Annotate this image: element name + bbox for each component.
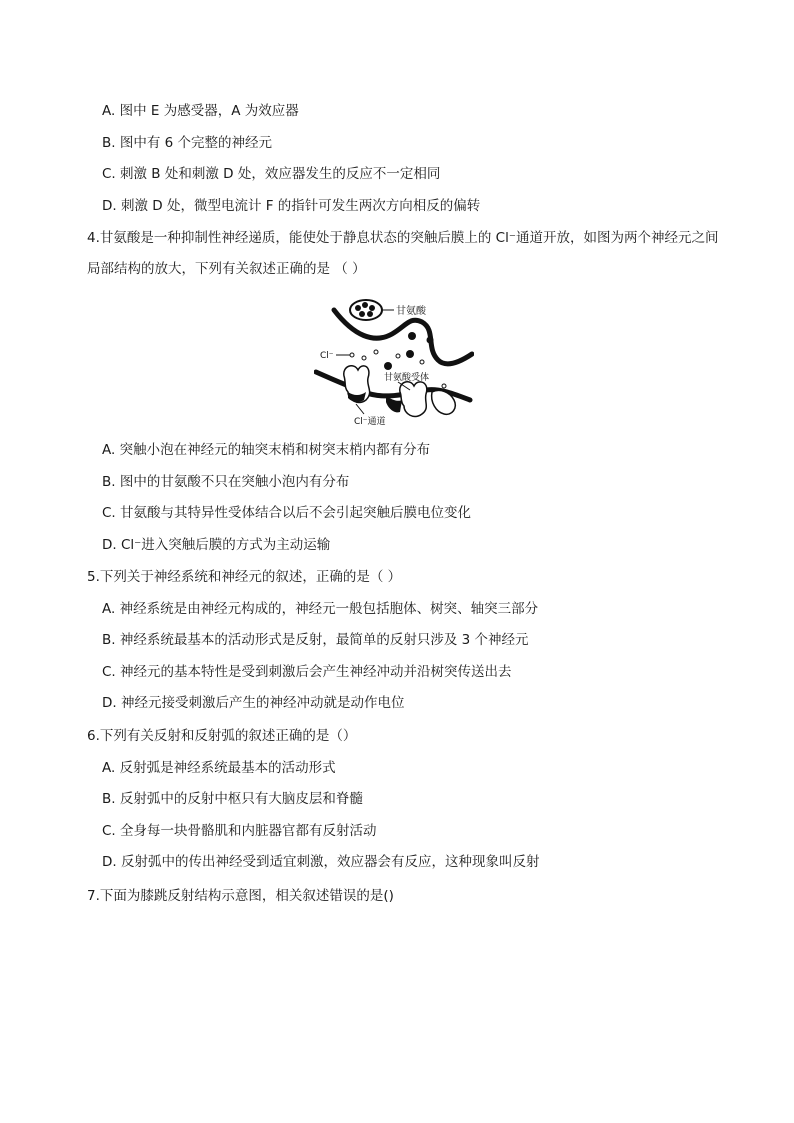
receptor-channel-right (400, 382, 427, 417)
label-channel: Cl⁻通道 (354, 417, 386, 427)
label-glycine: 甘氨酸 (396, 306, 426, 317)
q3-option-d: D. 刺激 D 处，微型电流计 F 的指针可发生两次方向相反的偏转 (102, 198, 481, 214)
q4-option-d: D. Cl⁻进入突触后膜的方式为主动运输 (102, 537, 331, 553)
q4-stem-line2: 局部结构的放大，下列有关叙述正确的是 （ ） (87, 261, 366, 277)
q4-option-c: C. 甘氨酸与其特异性受体结合以后不会引起突触后膜电位变化 (102, 505, 472, 521)
q5-option-b: B. 神经系统最基本的活动形式是反射，最简单的反射只涉及 3 个神经元 (102, 632, 529, 648)
q3-option-b: B. 图中有 6 个完整的神经元 (102, 135, 273, 151)
q6-option-c: C. 全身每一块骨骼肌和内脏器官都有反射活动 (102, 823, 377, 839)
q6-stem: 6.下列有关反射和反射弧的叙述正确的是（） (87, 728, 357, 744)
synapse-figure (314, 296, 474, 430)
q5-option-c: C. 神经元的基本特性是受到刺激后会产生神经冲动并沿树突传送出去 (102, 664, 512, 680)
q5-option-a: A. 神经系统是由神经元构成的，神经元一般包括胞体、树突、轴突三部分 (102, 601, 539, 617)
q7-stem: 7.下面为膝跳反射结构示意图，相关叙述错误的是() (87, 888, 394, 904)
label-cl: Cl⁻ (320, 351, 334, 361)
q6-option-b: B. 反射弧中的反射中枢只有大脑皮层和脊髓 (102, 791, 363, 807)
q6-option-d: D. 反射弧中的传出神经受到适宜刺激，效应器会有反应，这种现象叫反射 (102, 854, 540, 870)
q5-option-d: D. 神经元接受刺激后产生的神经冲动就是动作电位 (102, 695, 405, 711)
q4-stem-line1: 4.甘氨酸是一种抑制性神经递质，能使处于静息状态的突触后膜上的 Cl⁻通道开放，如图为两个神经元之间 (87, 230, 719, 246)
q4-option-a: A. 突触小泡在神经元的轴突末梢和树突末梢内都有分布 (102, 442, 431, 458)
q3-option-c: C. 刺激 B 处和刺激 D 处，效应器发生的反应不一定相同 (102, 166, 441, 182)
q6-option-a: A. 反射弧是神经系统最基本的活动形式 (102, 760, 336, 776)
label-receptor: 甘氨酸受体 (384, 373, 430, 383)
q3-option-a: A. 图中 E 为感受器，A 为效应器 (102, 103, 299, 119)
q4-option-b: B. 图中的甘氨酸不只在突触小泡内有分布 (102, 474, 350, 490)
q5-stem: 5.下列关于神经系统和神经元的叙述，正确的是（ ） (87, 569, 402, 585)
